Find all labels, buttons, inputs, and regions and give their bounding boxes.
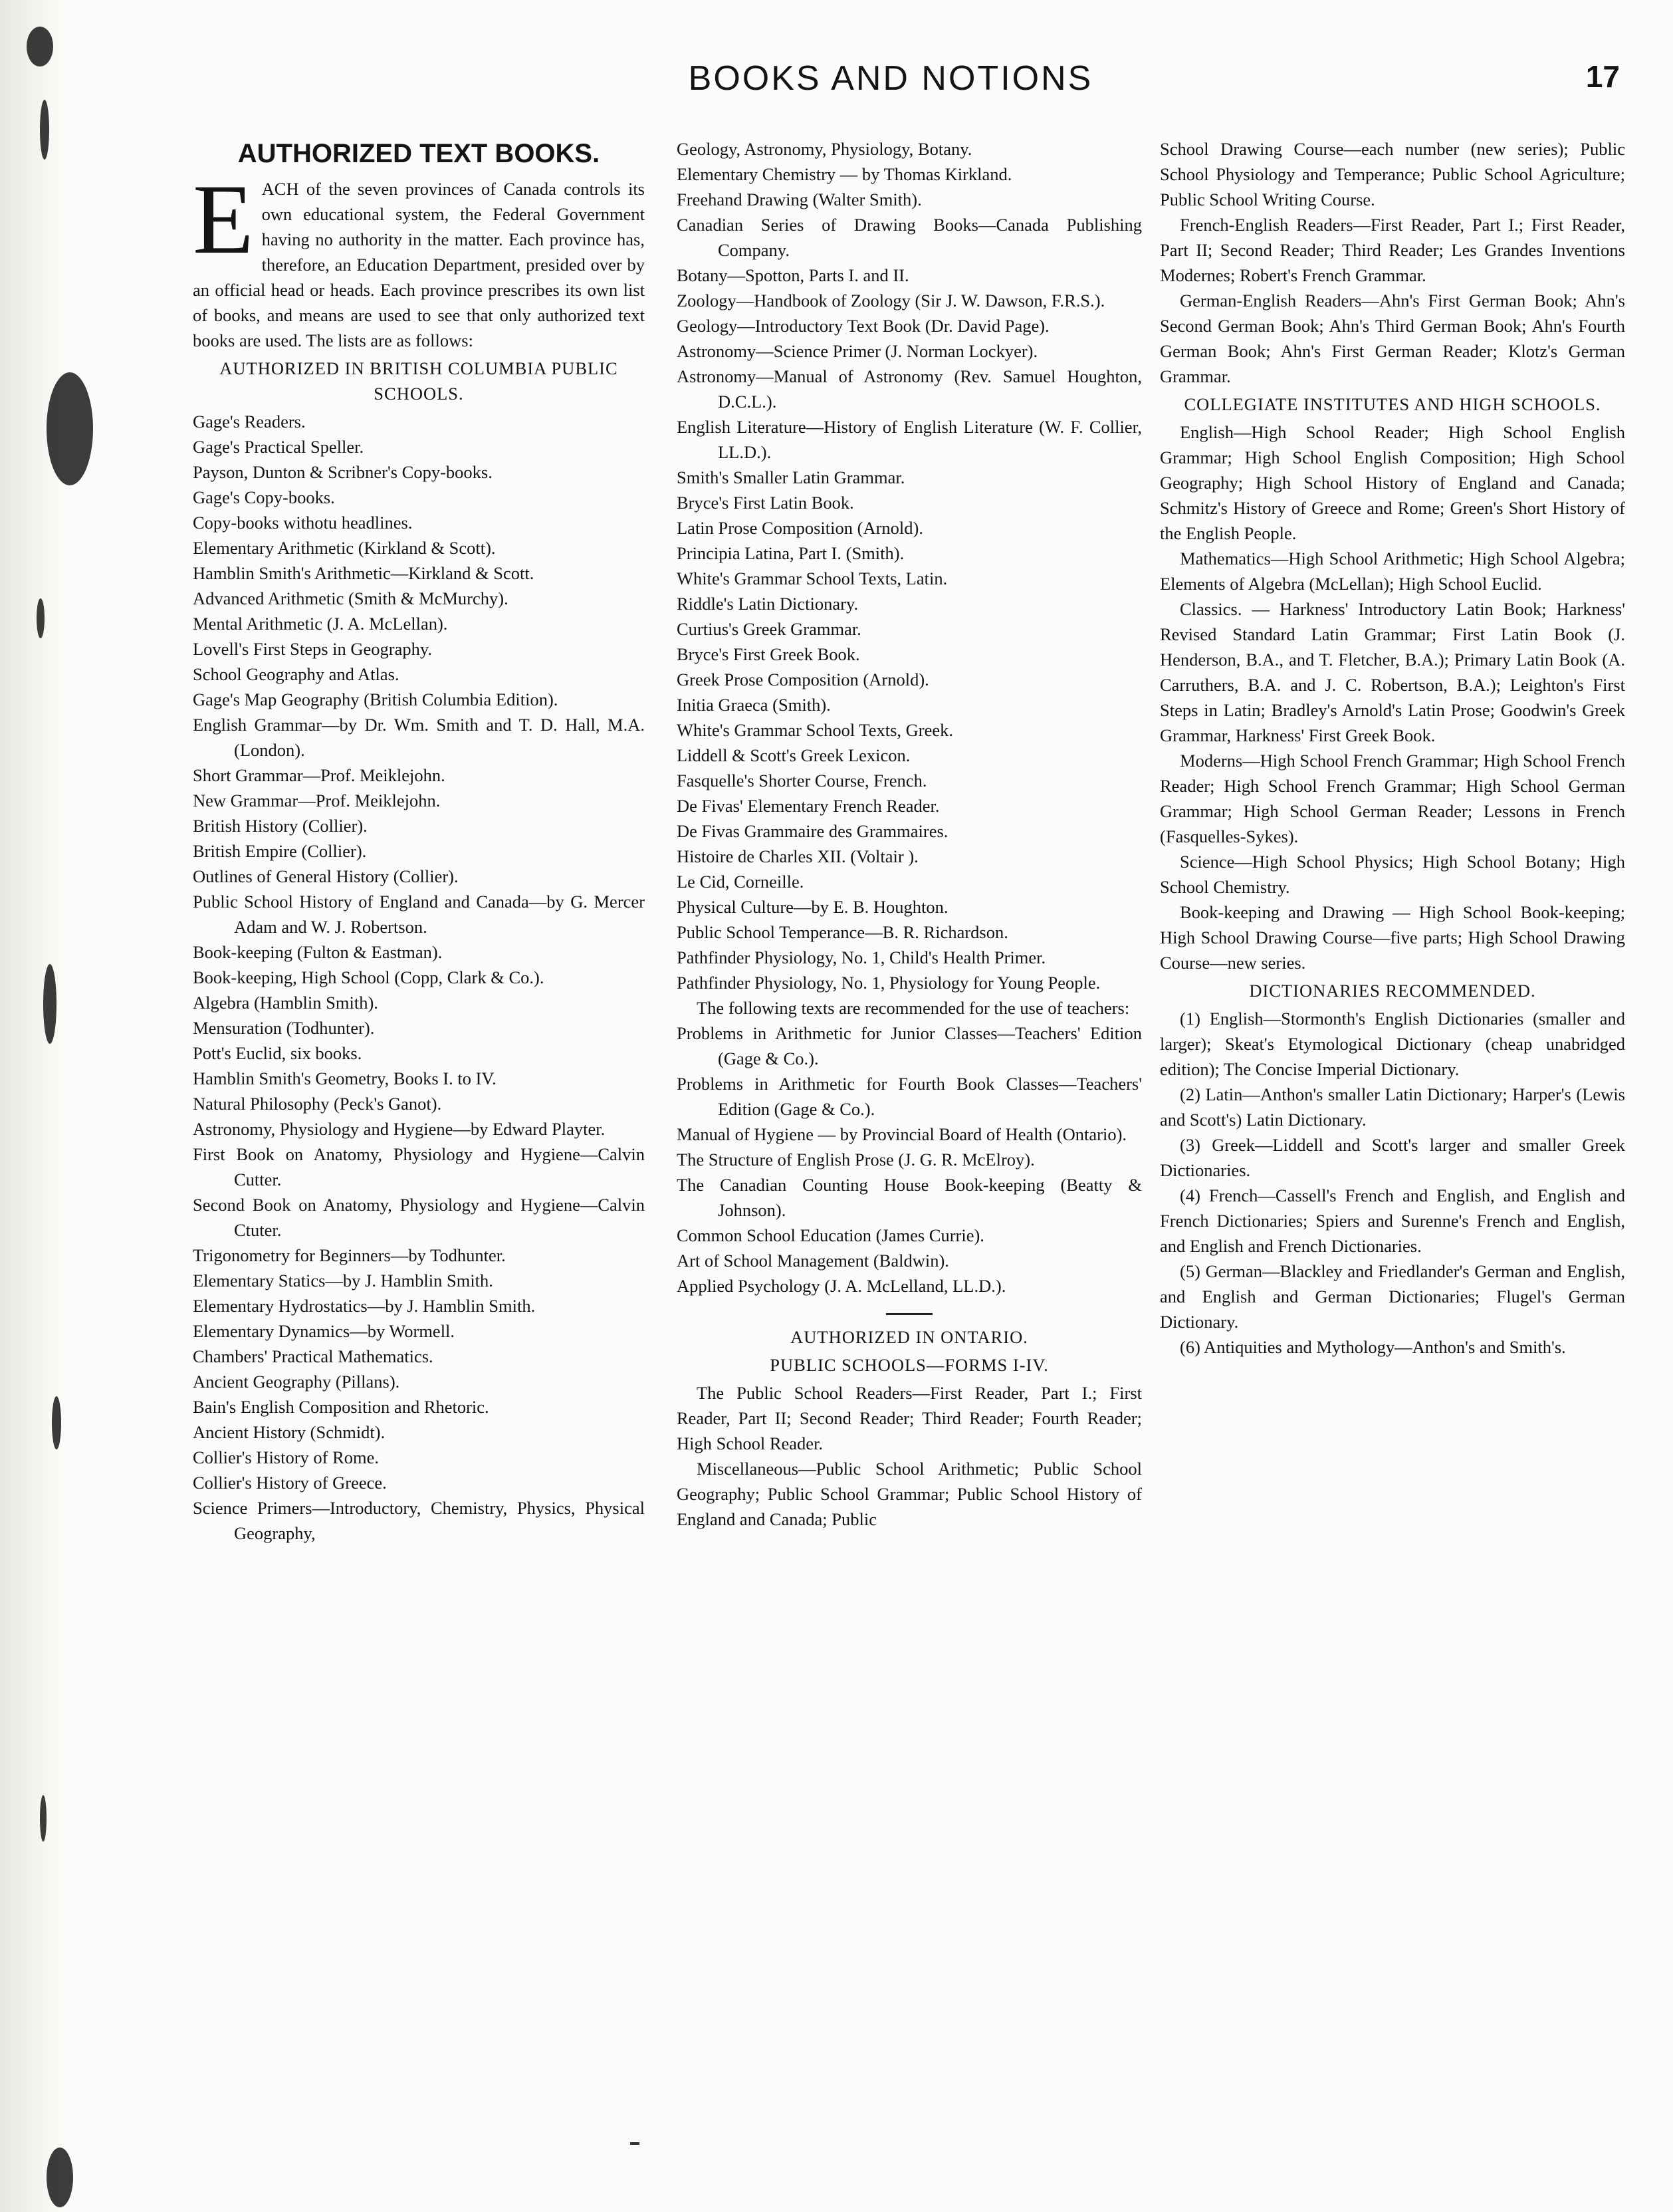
list-item: Problems in Arithmetic for Fourth Book Classes—Teachers' Edition (Gage & Co.). [677, 1074, 1142, 1119]
list-item: First Book on Anatomy, Physiology and Hygiene—Calvin Cutter. [193, 1144, 645, 1189]
list-item: Astronomy, Physiology and Hygiene—by Edward Playter. [193, 1119, 606, 1139]
science-paragraph: Science—High School Physics; High School Botany; High School Chemistry. [1160, 852, 1625, 897]
column-3 [1160, 136, 1625, 1360]
list-item: Gage's Map Geography (British Columbia Edition). [193, 689, 558, 709]
french-english-readers-paragraph: French-English Readers—First Reader, Part I.; First Reader, Part II; Second Reader; Third Reader; Les Grandes Inventions Modernes; Robert's French Grammar. [1160, 215, 1625, 285]
list-item: Elementary Hydrostatics—by J. Hamblin Smith. [193, 1296, 536, 1316]
ontario-readers-paragraph: The Public School Readers—First Reader, Part I.; First Reader, Part II; Second Reader; Third Reader; Fourth Reader; High School Reader. [677, 1383, 1142, 1453]
list-item: Pathfinder Physiology, No. 1, Child's Health Primer. [677, 947, 1046, 967]
section-heading-collegiate: COLLEGIATE INSTITUTES AND HIGH SCHOOLS. [1184, 394, 1601, 414]
book-list-continued [677, 136, 1142, 995]
list-item: Common School Education (James Currie). [677, 1225, 984, 1245]
list-item: Algebra (Hamblin Smith). [193, 993, 378, 1013]
list-item: Principia Latina, Part I. (Smith). [677, 543, 905, 563]
list-item: Hamblin Smith's Arithmetic—Kirkland & Scott. [193, 563, 534, 583]
list-item: Book-keeping, High School (Copp, Clark & Co.). [193, 967, 544, 987]
list-item: Lovell's First Steps in Geography. [193, 639, 433, 659]
dictionary-german: (5) German—Blackley and Friedlander's German and English, and English and German Dictionaries; Flugel's German Dictionary. [1160, 1261, 1625, 1332]
list-item: Outlines of General History (Collier). [193, 866, 459, 886]
dictionary-latin: (2) Latin—Anthon's smaller Latin Dictionary; Harper's (Lewis and Scott's) Latin Dictionary. [1160, 1084, 1625, 1130]
list-item: Copy-books withotu headlines. [193, 513, 413, 533]
teachers-recommended-list [677, 1021, 1142, 1298]
list-item: Gage's Readers. [193, 412, 306, 431]
scanned-page-edge [0, 0, 73, 2212]
list-item: Geology, Astronomy, Physiology, Botany. [677, 139, 972, 159]
print-mark [630, 2142, 639, 2145]
list-item: Manual of Hygiene — by Provincial Board of Health (Ontario). [677, 1124, 1127, 1144]
list-item: Freehand Drawing (Walter Smith). [677, 189, 922, 209]
ontario-misc-paragraph: Miscellaneous—Public School Arithmetic; Public School Geography; Public School Grammar; Public School History of England and Canada; Public [677, 1459, 1142, 1529]
list-item: Ancient Geography (Pillans). [193, 1372, 400, 1392]
article-title: AUTHORIZED TEXT BOOKS. [237, 139, 600, 168]
list-item: Pathfinder Physiology, No. 1, Physiology for Young People. [677, 973, 1101, 993]
list-item: Curtius's Greek Grammar. [677, 619, 861, 639]
section-heading-ontario: AUTHORIZED IN ONTARIO. [790, 1327, 1028, 1347]
dictionary-antiquities: (6) Antiquities and Mythology—Anthon's and Smith's. [1180, 1337, 1566, 1357]
list-item: British Empire (Collier). [193, 841, 367, 861]
list-item: Hamblin Smith's Geometry, Books I. to IV. [193, 1068, 497, 1088]
list-item: Initia Graeca (Smith). [677, 695, 831, 715]
list-item: Mental Arithmetic (J. A. McLellan). [193, 614, 448, 634]
list-item: Public School History of England and Canada—by G. Mercer Adam and W. J. Robertson. [193, 892, 645, 937]
list-item: Latin Prose Composition (Arnold). [677, 518, 923, 538]
list-item: The Canadian Counting House Book-keeping (Beatty & Johnson). [677, 1175, 1142, 1220]
list-item: Advanced Arithmetic (Smith & McMurchy). [193, 588, 508, 608]
page-number: 17 [1585, 59, 1620, 94]
list-item: Bryce's First Latin Book. [677, 493, 854, 513]
book-list-british-columbia [193, 409, 645, 1546]
list-item: Elementary Arithmetic (Kirkland & Scott). [193, 538, 496, 558]
list-item: Art of School Management (Baldwin). [677, 1251, 949, 1271]
page-header-title: BOOKS AND NOTIONS [688, 59, 1093, 98]
list-item: Gage's Copy-books. [193, 487, 335, 507]
list-item: Smith's Smaller Latin Grammar. [677, 467, 905, 487]
list-item: Physical Culture—by E. B. Houghton. [677, 897, 948, 917]
list-item: School Geography and Atlas. [193, 664, 399, 684]
list-item: Pott's Euclid, six books. [193, 1043, 362, 1063]
dictionary-french: (4) French—Cassell's French and English, and English and French Dictionaries; Spiers and Surenne's French and English, and English and French Dictionaries. [1160, 1185, 1625, 1256]
dictionary-english: (1) English—Stormonth's English Dictionaries (smaller and larger); Skeat's Etymological Dictionary (cheap unabridged edition); The Concise Imperial Dictionary. [1160, 1009, 1625, 1079]
list-item: White's Grammar School Texts, Greek. [677, 720, 954, 740]
list-item: Liddell & Scott's Greek Lexicon. [677, 745, 911, 765]
list-item: Payson, Dunton & Scribner's Copy-books. [193, 462, 493, 482]
list-item: Chambers' Practical Mathematics. [193, 1346, 433, 1366]
list-item: De Fivas' Elementary French Reader. [677, 796, 940, 816]
intro-paragraph [193, 164, 645, 353]
drawing-course-paragraph: School Drawing Course—each number (new series); Public School Physiology and Temperance; Public School Agriculture; Public School Writing Course. [1160, 139, 1625, 209]
column-1 [193, 136, 645, 1546]
list-item: Mensuration (Todhunter). [193, 1018, 375, 1038]
section-divider [886, 1313, 933, 1315]
list-item: Ancient History (Schmidt). [193, 1422, 386, 1442]
list-item: Problems in Arithmetic for Junior Classes—Teachers' Edition (Gage & Co.). [677, 1023, 1142, 1068]
list-item: Greek Prose Composition (Arnold). [677, 670, 929, 689]
list-item: The Structure of English Prose (J. G. R. McElroy). [677, 1150, 1035, 1169]
list-item: Natural Philosophy (Peck's Ganot). [193, 1094, 442, 1114]
list-item: Fasquelle's Shorter Course, French. [677, 771, 927, 791]
list-item: Collier's History of Rome. [193, 1447, 380, 1467]
list-item: Astronomy—Manual of Astronomy (Rev. Samuel Houghton, D.C.L.). [677, 366, 1142, 412]
list-item: Trigonometry for Beginners—by Todhunter. [193, 1245, 506, 1265]
dictionary-greek: (3) Greek—Liddell and Scott's larger and smaller Greek Dictionaries. [1160, 1135, 1625, 1180]
list-item: Short Grammar—Prof. Meiklejohn. [193, 765, 445, 785]
list-item: De Fivas Grammaire des Grammaires. [677, 821, 948, 841]
column-2 [677, 136, 1142, 1532]
list-item: New Grammar—Prof. Meiklejohn. [193, 791, 441, 810]
section-heading-british-columbia: AUTHORIZED IN BRITISH COLUMBIA PUBLIC SCHOOLS. [219, 358, 618, 404]
list-item: Bryce's First Greek Book. [677, 644, 860, 664]
intro-text: ACH of the seven provinces of Canada controls its own educational system, the Federal Government having no authority in the matter. Each province has, therefore, an Education Department, presided over by an official head or heads. Each province prescribes its own list of books, and means are used to see that only authorized text books are used. The lists are as follows: [193, 179, 645, 350]
list-item: Science Primers—Introductory, Chemistry, Physics, Physical Geography, [193, 1498, 645, 1543]
list-item: Collier's History of Greece. [193, 1473, 387, 1493]
list-item: English Literature—History of English Literature (W. F. Collier, LL.D.). [677, 417, 1142, 462]
classics-paragraph: Classics. — Harkness' Introductory Latin Book; Harkness' Revised Standard Latin Grammar; First Latin Book (J. Henderson, B.A., and T. Fletcher, B.A.); Primary Latin Book (A. Carruthers, B.A. and J. C. Robertson, B.A.); Leighton's First Steps in Latin; Bradley's Arnold's Latin Prose; Goodwin's Greek Grammar, Harkness' First Greek Book. [1160, 599, 1625, 745]
list-item: Elementary Dynamics—by Wormell. [193, 1321, 455, 1341]
drop-cap: E [193, 164, 254, 275]
bookkeeping-drawing-paragraph: Book-keeping and Drawing — High School Book-keeping; High School Drawing Course—five parts; High School Drawing Course—new series. [1160, 902, 1625, 973]
list-item: Gage's Practical Speller. [193, 437, 364, 457]
teachers-recommended-intro: The following texts are recommended for the use of teachers: [697, 998, 1130, 1018]
list-item: Astronomy—Science Primer (J. Norman Lockyer). [677, 341, 1038, 361]
list-item: Bain's English Composition and Rhetoric. [193, 1397, 489, 1417]
german-english-readers-paragraph: German-English Readers—Ahn's First German Book; Ahn's Second German Book; Ahn's Third German Book; Ahn's Fourth German Book; Ahn's First German Reader; Klotz's German Grammar. [1160, 291, 1625, 386]
english-paragraph: English—High School Reader; High School English Grammar; High School English Composition; High School Geography; High School History of England and Canada; Schmitz's History of Greece and Rome; Green's Short History of the English People. [1160, 422, 1625, 543]
list-item: Botany—Spotton, Parts I. and II. [677, 265, 909, 285]
list-item: Public School Temperance—B. R. Richardson. [677, 922, 1008, 942]
list-item: Elementary Chemistry — by Thomas Kirkland. [677, 164, 1012, 184]
list-item: British History (Collier). [193, 816, 368, 836]
section-heading-dictionaries: DICTIONARIES RECOMMENDED. [1249, 981, 1536, 1001]
list-item: Canadian Series of Drawing Books—Canada Publishing Company. [677, 215, 1142, 260]
list-item: Applied Psychology (J. A. McLelland, LL.D.). [677, 1276, 1006, 1296]
list-item: Zoology—Handbook of Zoology (Sir J. W. Dawson, F.R.S.). [677, 291, 1105, 310]
list-item: English Grammar—by Dr. Wm. Smith and T. D. Hall, M.A. (London). [193, 715, 645, 760]
list-item: Histoire de Charles XII. (Voltair ). [677, 846, 919, 866]
list-item: Book-keeping (Fulton & Eastman). [193, 942, 443, 962]
list-item: Elementary Statics—by J. Hamblin Smith. [193, 1271, 493, 1290]
section-subheading-ontario-forms: PUBLIC SCHOOLS—FORMS I-IV. [770, 1355, 1049, 1375]
mathematics-paragraph: Mathematics—High School Arithmetic; High School Algebra; Elements of Algebra (McLellan); High School Euclid. [1160, 549, 1625, 594]
list-item: Geology—Introductory Text Book (Dr. David Page). [677, 316, 1050, 336]
list-item: Le Cid, Corneille. [677, 872, 804, 892]
list-item: Riddle's Latin Dictionary. [677, 594, 859, 614]
moderns-paragraph: Moderns—High School French Grammar; High School French Reader; High School French Grammar; High School German Grammar; High School German Reader; Lessons in French (Fasquelles-Sykes). [1160, 751, 1625, 846]
list-item: Second Book on Anatomy, Physiology and Hygiene—Calvin Ctuter. [193, 1195, 645, 1240]
list-item: White's Grammar School Texts, Latin. [677, 568, 948, 588]
